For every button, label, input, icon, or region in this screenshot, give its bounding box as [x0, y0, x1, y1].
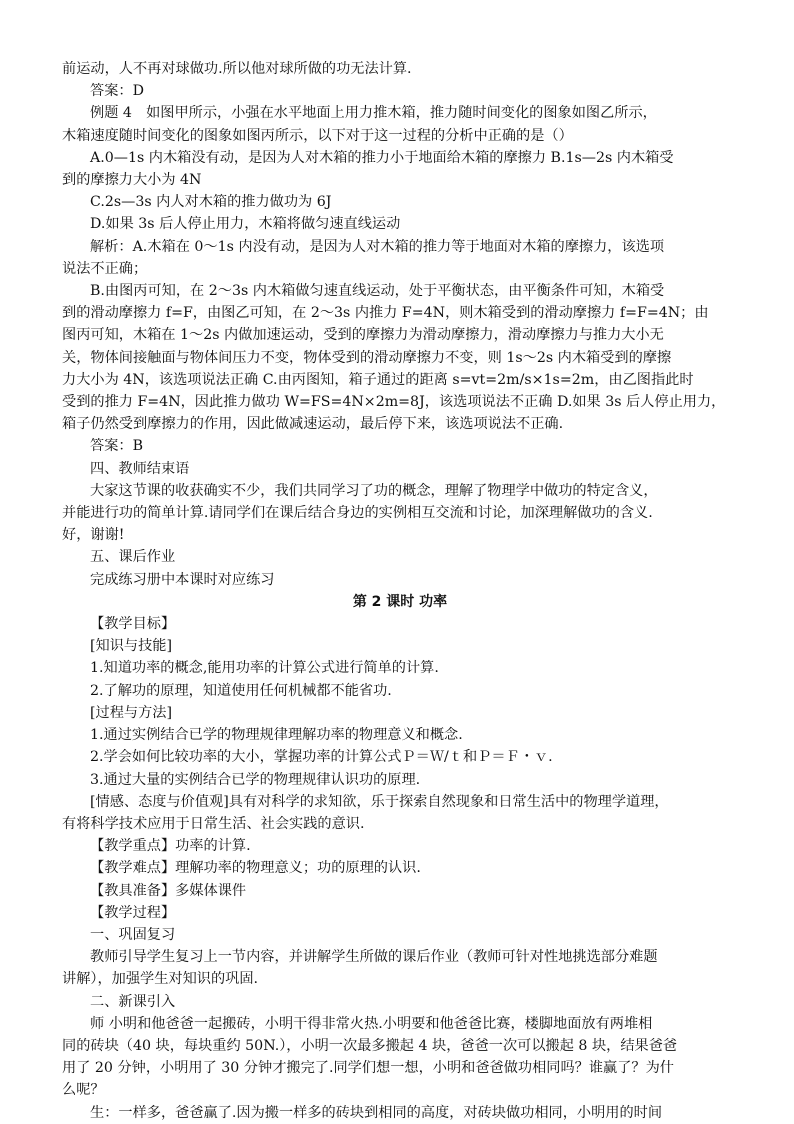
- text-line: 教师引导学生复习上一节内容，并讲解学生所做的课后作业（教师可针对性地挑选部分难题: [90, 949, 658, 966]
- text-line: C.2s—3s 内人对木箱的推力做功为 6J: [90, 194, 332, 211]
- text-line: 答案：D: [90, 83, 144, 100]
- text-line: 好，谢谢!: [62, 527, 125, 544]
- text-line: 到的摩擦力大小为 4N: [62, 172, 202, 189]
- text-line: 木箱速度随时间变化的图象如图丙所示，以下对于这一过程的分析中正确的是（）: [62, 127, 573, 144]
- text-line: 一、巩固复习: [90, 926, 176, 943]
- text-line: 用了 20 分钟，小明用了 30 分钟才搬完了.同学们想一想，小明和爸爸做功相同吗？谁赢了？为什: [62, 1060, 674, 1077]
- text-line: 说法不正确；: [62, 260, 148, 277]
- text-line: 【教学重点】功率的计算.: [90, 838, 251, 855]
- text-line: 【教学过程】: [90, 904, 176, 921]
- text-line: 受到的推力 F=4N，因此推力做功 W=FS=4N×2m=8J，该选项说法不正确 D.如果 3s 后人停止用力，: [62, 394, 726, 411]
- text-line: 四、教师结束语: [90, 460, 190, 477]
- text-line: 讲解），加强学生对知识的巩固.: [62, 971, 259, 988]
- text-line: 五、课后作业: [90, 549, 176, 566]
- text-line: 生：一样多，爸爸赢了.因为搬一样多的砖块到相同的高度，对砖块做功相同，小明用的时间: [90, 1104, 663, 1121]
- text-line: [过程与方法]: [90, 704, 173, 721]
- text-line: 【教学目标】: [90, 616, 176, 633]
- text-line: D.如果 3s 后人停止用力，木箱将做匀速直线运动: [90, 216, 401, 233]
- text-line: 答案：B: [90, 438, 143, 455]
- text-line: 【教学难点】理解功率的物理意义；功的原理的认识.: [90, 860, 421, 877]
- section-title: 第 2 课时 功率: [352, 593, 448, 610]
- text-line: 1.知道功率的概念,能用功率的计算公式进行简单的计算.: [90, 660, 439, 677]
- text-line: 3.通过大量的实例结合已学的物理规律认识功的原理.: [90, 771, 421, 788]
- text-line: 大家这节课的收获确实不少，我们共同学习了功的概念，理解了物理学中做功的特定含义，: [90, 482, 658, 499]
- text-line: 2.了解功的原理，知道使用任何机械都不能省功.: [90, 682, 392, 699]
- text-line: [知识与技能]: [90, 638, 173, 655]
- text-line: [情感、态度与价值观]具有对科学的求知欲，乐于探索自然现象和日常生活中的物理学道理，: [90, 793, 669, 810]
- text-line: 同的砖块（40 块，每块重约 50N.），小明一次最多搬起 4 块，爸爸一次可以搬起 8 块，结果爸爸: [62, 1037, 678, 1054]
- text-line: A.0—1s 内木箱没有动，是因为人对木箱的推力小于地面给木箱的摩擦力 B.1s—2s 内木箱受: [90, 149, 674, 166]
- text-line: 师 小明和他爸爸一起搬砖，小明干得非常火热.小明要和他爸爸比赛，楼脚地面放有两堆相: [90, 1015, 653, 1032]
- document-page: [62, 58, 738, 1124]
- text-line: 【教具准备】多媒体课件: [90, 882, 247, 899]
- text-line: 解析：A.木箱在 0～1s 内没有动，是因为人对木箱的推力等于地面对木箱的摩擦力，该选项: [90, 238, 665, 255]
- text-line: 有将科学技术应用于日常生活、社会实践的意识.: [62, 815, 365, 832]
- text-line: 力大小为 4N，该选项说法正确 C.由丙图知，箱子通过的距离 s=vt=2m/s×1s=2m，由乙图指此时: [62, 371, 694, 388]
- text-line: 完成练习册中本课时对应练习: [90, 571, 275, 588]
- text-line: 图丙可知，木箱在 1～2s 内做加速运动，受到的摩擦力为滑动摩擦力，滑动摩擦力与推力大小无: [62, 327, 664, 344]
- text-line: 2.学会如何比较功率的大小，掌握功率的计算公式Ｐ＝Ｗ/ｔ和Ｐ＝Ｆ・ｖ.: [90, 749, 553, 766]
- text-line: 到的滑动摩擦力 f=F，由图乙可知，在 2～3s 内推力 F=4N，则木箱受到的滑动摩擦力 f=F=4N；由: [62, 305, 709, 322]
- text-line: 么呢？: [62, 1082, 105, 1099]
- text-line: 1.通过实例结合已学的物理规律理解功率的物理意义和概念.: [90, 727, 463, 744]
- text-line: 例题 4 如图甲所示，小强在水平地面上用力推木箱，推力随时间变化的图象如图乙所示，: [90, 105, 657, 122]
- text-line: 二、新课引入: [90, 993, 176, 1010]
- text-line: 关，物体间接触面与物体间压力不变，物体受到的滑动摩擦力不变，则 1s～2s 内木箱受到的摩擦: [62, 349, 672, 366]
- text-line: 并能进行功的简单计算.请同学们在课后结合身边的实例相互交流和讨论，加深理解做功的含义.: [62, 505, 653, 522]
- text-line: 箱子仍然受到摩擦力的作用，因此做减速运动，最后停下来，该选项说法不正确.: [62, 416, 564, 433]
- text-line: 前运动，人不再对球做功.所以他对球所做的功无法计算.: [62, 61, 412, 77]
- text-line: B.由图丙可知，在 2～3s 内木箱做匀速直线运动，处于平衡状态，由平衡条件可知，木箱受: [90, 283, 665, 300]
